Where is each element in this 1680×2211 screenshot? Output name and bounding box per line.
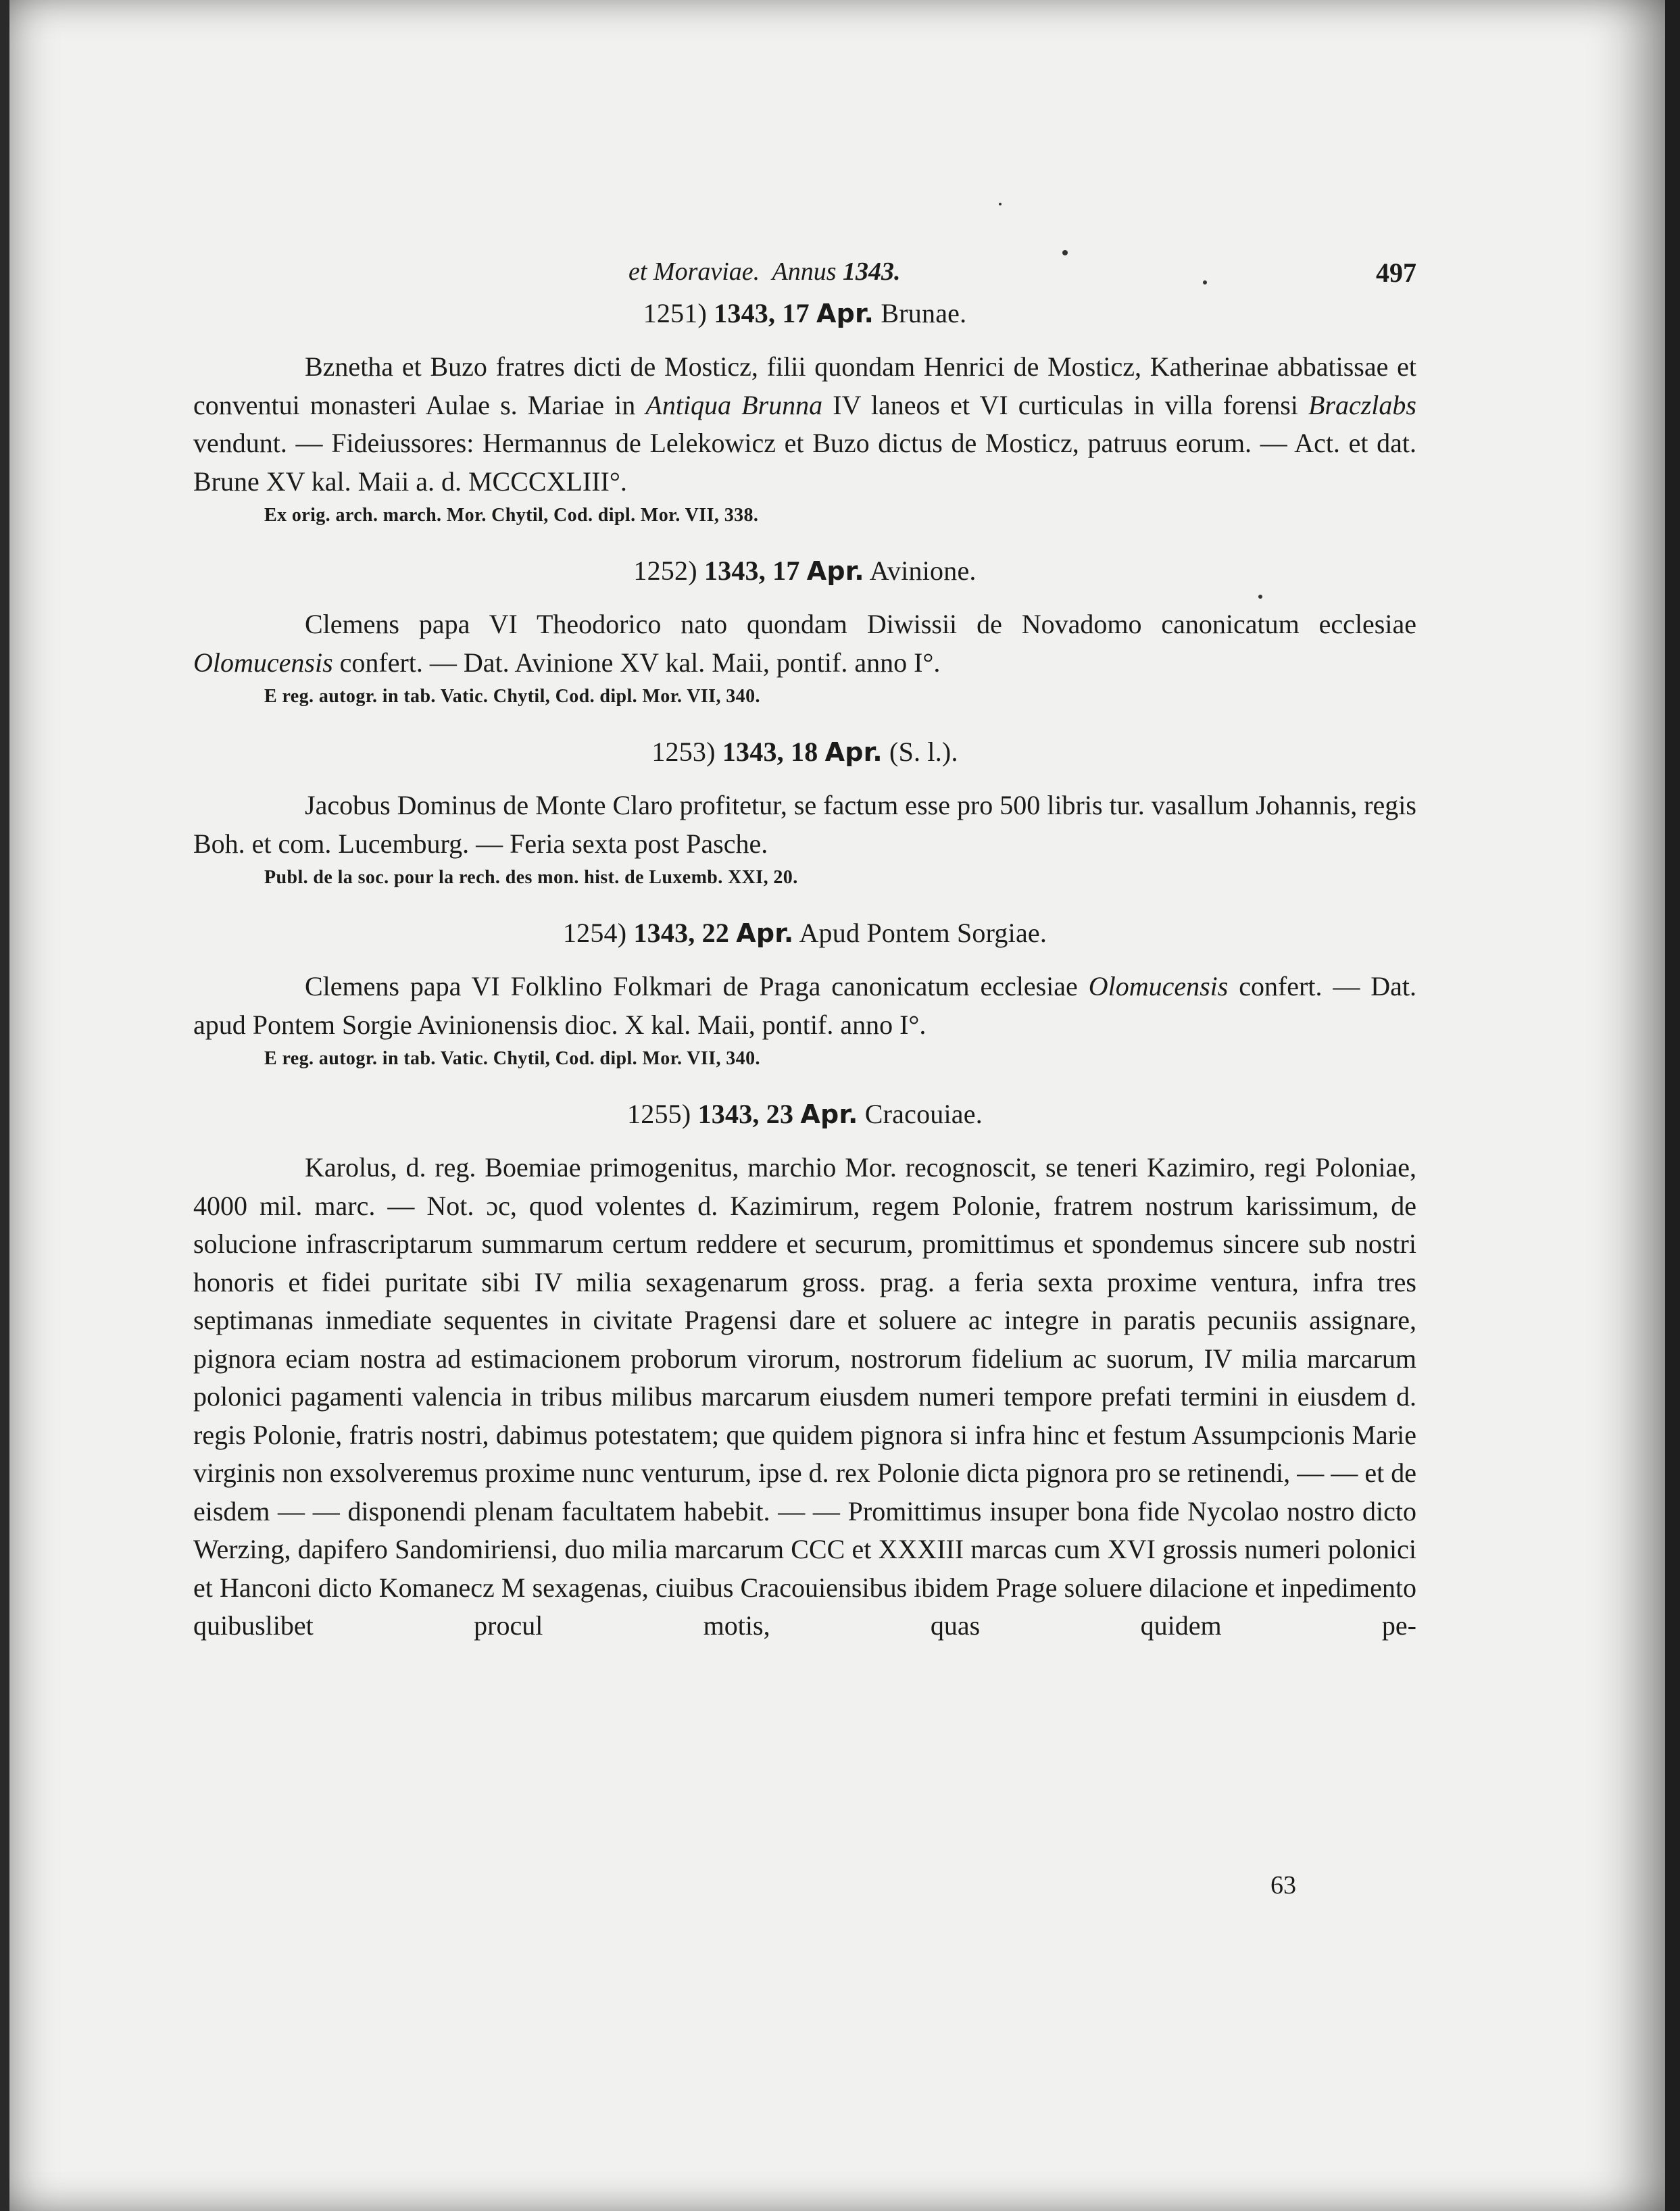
entry-heading: [193, 1098, 1416, 1130]
entry-source: Ex orig. arch. march. Mor. Chytil, Cod. dipl. Mor. VII, 338.: [264, 505, 759, 526]
entry-source: E reg. autogr. in tab. Vatic. Chytil, Cod. dipl. Mor. VII, 340.: [264, 1048, 760, 1069]
entry-number: 1252): [633, 555, 697, 586]
header-annus: Annus: [772, 257, 837, 286]
header-year: 1343.: [842, 257, 901, 286]
entry-1254: [193, 917, 1416, 1072]
text-run: Karolus, d. reg. Boemiae primogenitus, marchio Mor. recognoscit, se teneri Kazimiro, regi Poloniae, 4000 mil. marc. — Not. ɔc, quod volentes d. Kazimirum, regem Polonie, fratrem nostrum karissimum, de solucione infrascriptarum summarum certum reddere et securum, promittimus et spondemus sincere sub nostri honoris et fidei puritate sibi IV milia sexagenarum gross. prag. a feria sexta proxime ventura, infra tres septimanas inmediate sequentes in civitate Pragensi dare et soluere ac integre in paratis pecuniis assignare, pignora eciam nostra ad estimacionem proborum virorum, nostrorum fidelium ac suorum, IV milia marcarum polonici pagamenti valencia in tribus milibus marcarum eiusdem numeri tempore prefati termini in eiusdem d. regis Polonie, fratris nostri, dabimus potestatem; que quidem pignora si infra hinc et festum Assumpcionis Marie virginis non exsolveremus proxime nunc venturum, ipse d. rex Polonie dicta pignora pro se retinendi, — — et de eisdem — — disponendi plenam facultatem habebit. — — Promittimus insuper bona fide Nycolao nostro dicto Werzing, dapifero Sandomiriensi, duo milia marcarum CCC et XXXIII marcas cum XVI grossis numeri polonici et Hanconi dicto Komanecz M sexagenas, ciuibus Cracouiensibus ibidem Prage soluere dilacione et inpedimento quibuslibet procul motis, quas quidem pe-: [193, 1152, 1416, 1641]
entry-text: [193, 348, 1416, 501]
entry-source: E reg. autogr. in tab. Vatic. Chytil, Cod. dipl. Mor. VII, 340.: [264, 686, 760, 707]
entry-text: [193, 605, 1416, 682]
entry-heading: [193, 555, 1416, 587]
entry-date: 1343, 22: [633, 918, 730, 948]
entry-month: Apr.: [806, 556, 864, 586]
entry-place: (S. l.).: [889, 737, 958, 767]
text-run: Clemens papa VI Folklino Folkmari de Praga canonicatum ecclesiae: [305, 971, 1089, 1001]
header-title: [628, 257, 900, 287]
entry-place: Avinione.: [869, 555, 977, 586]
text-run: Clemens papa VI Theodorico nato quondam Diwissii de Novadomo canonicatum ecclesiae: [305, 609, 1416, 639]
entry-text: [193, 1149, 1416, 1645]
text-run: Bznetha et Buzo fratres dicti de Mosticz, filii quondam Henrici de Mosticz, Katherinae abbatissae et conventui monasteri Aulae s. Mariae in: [193, 351, 1416, 420]
entry-date: 1343, 17: [703, 555, 800, 586]
text-run: Jacobus Dominus de Monte Claro profitetur, se factum esse pro 500 libris tur. vasallum Johannis, regis Boh. et com. Lucemburg. — Feria sexta post Pasche.: [193, 790, 1416, 859]
entry-month: Apr.: [824, 737, 883, 767]
entry-source: Publ. de la soc. pour la rech. des mon. hist. de Luxemb. XXI, 20.: [264, 867, 798, 888]
entry-heading: [193, 736, 1416, 768]
entry-number: 1253): [651, 737, 716, 767]
entry-place: Apud Pontem Sorgiae.: [799, 918, 1047, 948]
entry-heading: [193, 297, 1416, 329]
scan-speck: [1062, 250, 1068, 255]
entry-month: Apr.: [736, 918, 794, 948]
entry-1252: [193, 555, 1416, 710]
entry-1255: [193, 1098, 1416, 1645]
text-run-italic: Olomucensis: [193, 647, 333, 678]
entry-heading: [193, 917, 1416, 949]
entry-1251: [193, 297, 1416, 529]
entry-month: Apr.: [800, 1099, 858, 1129]
entry-text: [193, 968, 1416, 1044]
header-title-text: et Moraviae.: [628, 257, 760, 286]
page-number: 497: [1376, 257, 1416, 288]
text-run: confert. — Dat. Avinione XV kal. Maii, pontif. anno I°.: [332, 647, 941, 678]
entry-date: 1343, 23: [697, 1099, 794, 1129]
entry-number: 1255): [627, 1099, 691, 1129]
entry-month: Apr.: [816, 299, 874, 328]
text-run: IV laneos et VI curticulas in villa forensi: [822, 389, 1308, 420]
book-page: [193, 257, 1416, 1645]
text-run-italic: Braczlabs: [1308, 389, 1416, 420]
entry-number: 1254): [562, 918, 627, 948]
text-run-italic: Antiqua Brunna: [645, 389, 823, 420]
text-run: confert. — Dat. apud Pontem Sorgie Avinionensis dioc. X kal. Maii, pontif. anno I°.: [193, 971, 1417, 1040]
signature-mark: 63: [1270, 1871, 1296, 1899]
scan-speck: [999, 203, 1002, 205]
entry-place: Brunae.: [881, 298, 967, 328]
running-header: [193, 257, 1416, 297]
text-run-italic: Olomucensis: [1088, 971, 1229, 1001]
entry-date: 1343, 17: [714, 298, 810, 328]
entry-text: [193, 787, 1416, 863]
text-run: vendunt. — Fideiussores: Hermannus de Lelekowicz et Buzo dictus de Mosticz, patruus eorum. — Act. et dat. Brune XV kal. Maii a. d. MCCCXLIII°.: [193, 428, 1416, 497]
entry-place: Cracouiae.: [864, 1099, 983, 1129]
entry-number: 1251): [643, 298, 707, 328]
entry-date: 1343, 18: [722, 737, 818, 767]
entry-1253: [193, 736, 1416, 891]
